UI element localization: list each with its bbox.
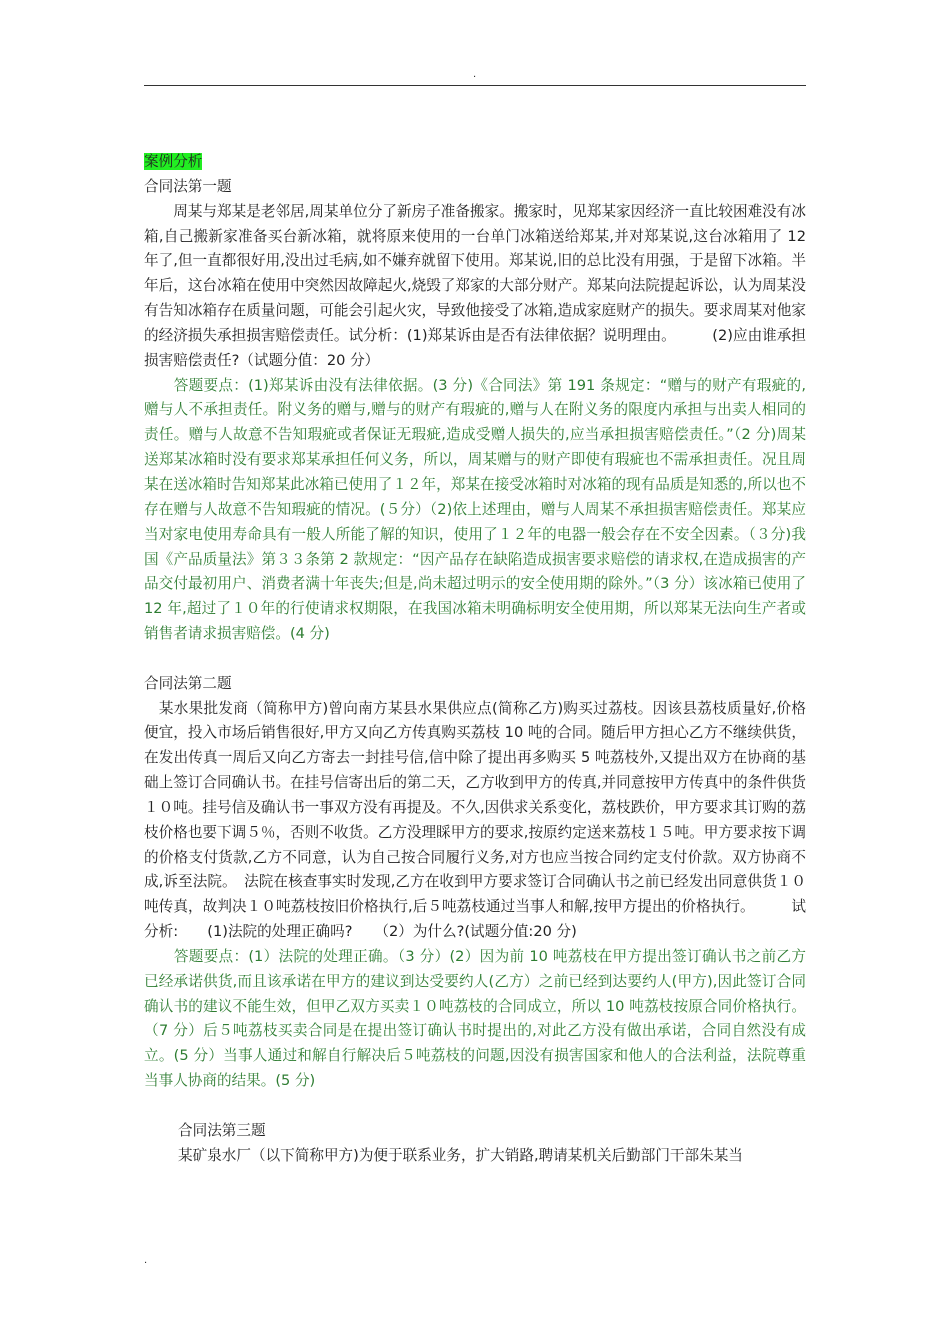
document-body bbox=[144, 150, 806, 1169]
case-3-title: 合同法第三题 bbox=[178, 1121, 266, 1139]
spacer bbox=[144, 1094, 806, 1119]
footer-dot: . bbox=[144, 1255, 148, 1266]
case-1-title: 合同法第一题 bbox=[144, 177, 232, 195]
case-2-title: 合同法第二题 bbox=[144, 674, 232, 692]
case-3-question: 某矿泉水厂（以下简称甲方)为便于联系业务，扩大销路,聘请某机关后勤部门干部朱某当 bbox=[178, 1146, 743, 1164]
header-rule bbox=[144, 85, 806, 86]
section-title bbox=[144, 150, 806, 175]
header-dot: . bbox=[473, 69, 477, 80]
case-2-question: 某水果批发商（简称甲方)曾向南方某县水果供应点(简称乙方)购买过荔枝。因该县荔枝质量好,价格便宜，投入市场后销售很好,甲方又向乙方传真购买荔枝 10 吨的合同。随后甲方担心乙方不继续供货，在发出传真一周后又向乙方寄去一封挂号信,信中除了提出再多购买 5 吨荔枝外,又提出双方在协商的基础上签订合同确认书。在挂号信寄出后的第二天，乙方收到甲方的传真,并同意按甲方传真中的条件供货１０吨。挂号信及确认书一事双方没有再提及。不久,因供求关系变化，荔枝跌价，甲方要求其订购的荔枝价格也要下调５％，否则不收货。乙方没理睬甲方的要求,按原约定送来荔枝１５吨。甲方要求按下调的价格支付货款,乙方不同意，认为自己按合同履行义务,对方也应当按合同约定支付价款。双方协商不成,诉至法院。 法院在核查事实时发现,乙方在收到甲方要求签订合同确认书之前已经发出同意供货１０吨传真，故判决１０吨荔枝按旧价格执行,后５吨荔枝通过当事人和解,按甲方提出的价格执行。 试分析: (1)法院的处理正确吗? （2）为什么?(试题分值:20 分) bbox=[144, 699, 806, 941]
case-2-answer: 答题要点：(1）法院的处理正确。（3 分）(2）因为前 10 吨荔枝在甲方提出签订确认书之前乙方已经承诺供货,而且该承诺在甲方的建议到达受要约人(乙方）之前已经到达要约人(甲方),因此签订合同确认书的建议不能生效，但甲乙双方买卖１０吨荔枝的合同成立，所以 10 吨荔枝按原合同价格执行。（7 分）后５吨荔枝买卖合同是在提出签订确认书时提出的,对此乙方没有做出承诺，合同自然没有成立。(5 分）当事人通过和解自行解决后５吨荔枝的问题,因没有损害国家和他人的合法利益，法院尊重当事人协商的结果。(5 分) bbox=[144, 947, 806, 1090]
section-title-highlight: 案例分析 bbox=[144, 153, 203, 170]
spacer bbox=[144, 647, 806, 672]
case-1-answer: 答题要点：(1)郑某诉由没有法律依据。(3 分)《合同法》第 191 条规定：“赠与的财产有瑕疵的,赠与人不承担责任。附义务的赠与,赠与的财产有瑕疵的,赠与人在附义务的限度内承担与出卖人相同的责任。赠与人故意不告知瑕疵或者保证无瑕疵,造成受赠人损失的,应当承担损害赔偿责任。”（2 分)周某送郑某冰箱时没有要求郑某承担任何义务，所以，周某赠与的财产即使有瑕疵也不需承担责任。况且周某在送冰箱时告知郑某此冰箱已使用了１２年，郑某在接受冰箱时对冰箱的现有品质是知悉的,所以也不存在赠与人故意不告知瑕疵的情况。(５分）（2)依上述理由，赠与人周某不承担损害赔偿责任。郑某应当对家电使用寿命具有一般人所能了解的知识，使用了１２年的电器一般会存在不安全因素。（３分)我国《产品质量法》第３３条第 2 款规定：“因产品存在缺陷造成损害要求赔偿的请求权,在造成损害的产品交付最初用户、消费者满十年丧失;但是,尚未超过明示的安全使用期的除外。”（3 分）该冰箱已使用了 12 年,超过了１０年的行使请求权期限，在我国冰箱未明确标明安全使用期，所以郑某无法向生产者或销售者请求损害赔偿。(4 分) bbox=[144, 376, 806, 643]
case-1-question: 周某与郑某是老邻居,周某单位分了新房子准备搬家。搬家时，见郑某家因经济一直比较困难没有冰箱,自己搬新家准备买台新冰箱，就将原来使用的一台单门冰箱送给郑某,并对郑某说,这台冰箱用了 12 年了,但一直都很好用,没出过毛病,如不嫌弃就留下使用。郑某说,旧的总比没有用强，于是留下冰箱。半年后，这台冰箱在使用中突然因故障起火,烧毁了郑家的大部分财产。郑某向法院提起诉讼，认为周某没有告知冰箱存在质量问题，可能会引起火灾，导致他接受了冰箱,造成家庭财产的损失。要求周某对他家的经济损失承担损害赔偿责任。试分析：(1)郑某诉由是否有法律依据？说明理由。 (2)应由谁承担损害赔偿责任?（试题分值：20 分） bbox=[144, 202, 806, 369]
